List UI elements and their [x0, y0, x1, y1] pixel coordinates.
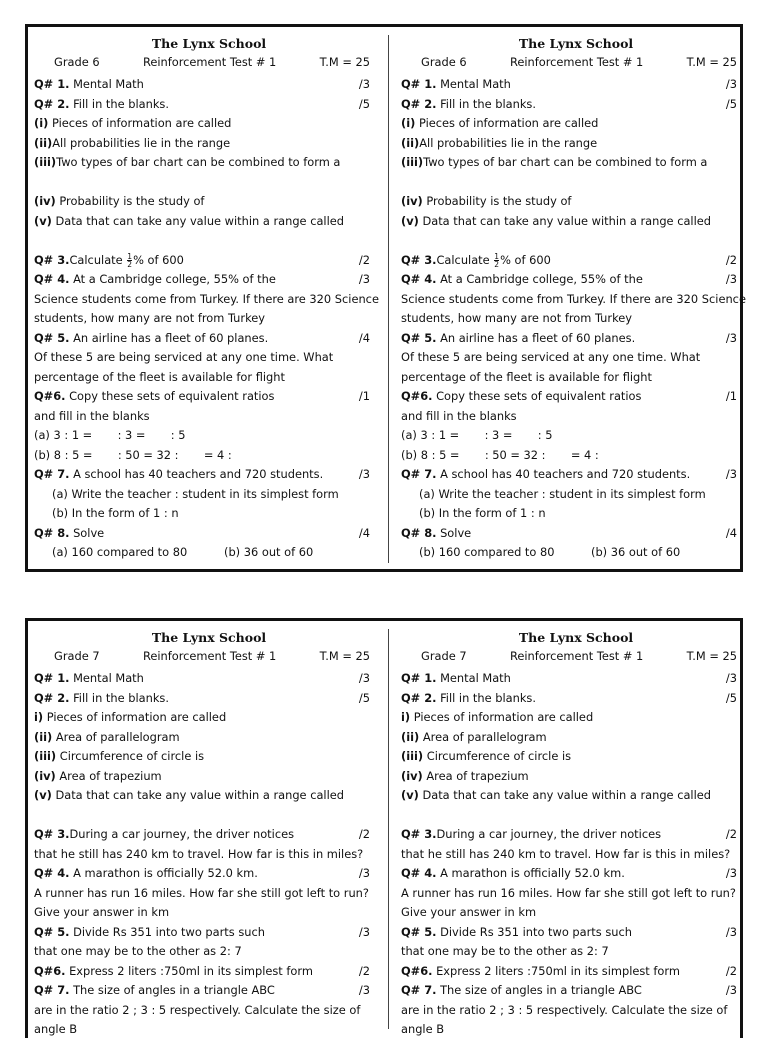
question-7-line-3: angle B — [401, 1022, 445, 1036]
grade-label: Grade 6 — [54, 55, 100, 69]
question-6: Q#6. Copy these sets of equivalent ratios /1 — [34, 387, 384, 407]
marks: /3 — [358, 467, 370, 481]
blank-5: (v) Data that can take any value within a range called — [34, 213, 345, 228]
question-6: Q#6. Copy these sets of equivalent ratios /1 — [401, 387, 751, 407]
total-marks: T.M = 25 — [319, 55, 370, 69]
blank-1: i) Pieces of information are called — [34, 710, 227, 724]
blank-4: (iv) Probability is the study of — [34, 194, 205, 208]
grade-label: Grade 7 — [421, 649, 467, 663]
blank-2: (ii) Area of parallelogram — [34, 729, 180, 744]
question-7-part-b: (b) In the form of 1 : n — [52, 506, 179, 520]
blank-2: (ii) Area of parallelogram — [401, 729, 547, 744]
marks: /2 — [358, 827, 370, 841]
question-5-line-2: that one may be to the other as 2: 7 — [34, 944, 242, 958]
question-7: Q# 7. A school has 40 teachers and 720 students. /3 — [401, 465, 751, 485]
fraction-half: $\frac{1}{2}$ — [127, 251, 133, 269]
question-7-line-2: are in the ratio 2 ; 3 : 5 respectively. Calculate the size of — [401, 1002, 728, 1017]
question-7-part-a: (a) Write the teacher : student in its simplest form — [52, 486, 339, 501]
marks: /3 — [725, 983, 737, 997]
marks: /5 — [725, 690, 737, 705]
question-3: Q# 3.During a car journey, the driver notices /2 — [34, 825, 384, 845]
fraction-half: $\frac{1}{2}$ — [494, 251, 500, 269]
test-label: Reinforcement Test # 1 — [509, 649, 644, 663]
blank-3: (iii) Circumference of circle is — [34, 749, 205, 763]
question-4-line-2: Science students come from Turkey. If there are 320 Science — [34, 291, 379, 306]
ratio-a: (a) 3 : 1 = : 3 = : 5 — [401, 428, 553, 442]
question-3: Q# 3.Calculate $\frac{1}{2}$ % of 600 /2 — [34, 251, 384, 271]
marks: /1 — [358, 389, 370, 403]
question-4-line-2: Science students come from Turkey. If there are 320 Science — [401, 291, 746, 306]
question-5-line-3: percentage of the fleet is available for flight — [34, 369, 285, 384]
marks: /5 — [358, 690, 370, 705]
blank-3: (iii)Two types of bar chart can be combined to form a — [401, 155, 708, 169]
blank-5: (v) Data that can take any value within a range called — [401, 788, 712, 802]
total-marks: T.M = 25 — [686, 649, 737, 663]
blank-4: (iv) Probability is the study of — [401, 194, 572, 208]
question-5-line-2: Of these 5 are being serviced at any one time. What — [34, 350, 334, 364]
question-1: Q# 1. Mental Math /3 — [401, 75, 751, 95]
question-2: Q# 2. Fill in the blanks. /5 — [34, 689, 384, 709]
marks: /3 — [358, 272, 370, 286]
blank-3: (iii)Two types of bar chart can be combined to form a — [34, 155, 341, 169]
school-title: The Lynx School — [518, 36, 634, 51]
question-4-line-3: Give your answer in km — [401, 905, 537, 919]
marks: /5 — [725, 96, 737, 111]
marks: /4 — [358, 330, 370, 345]
question-4-line-3: students, how many are not from Turkey — [34, 311, 266, 325]
marks: /3 — [725, 330, 737, 345]
question-7: Q# 7. The size of angles in a triangle ABC /3 — [401, 981, 751, 1001]
blank-1: (i) Pieces of information are called — [401, 116, 599, 130]
marks: /3 — [725, 467, 737, 481]
question-6: Q#6. Express 2 liters :750ml in its simplest form /2 — [401, 962, 751, 982]
test-header — [34, 647, 384, 665]
question-5: Q# 5. An airline has a fleet of 60 planes. /3 — [401, 329, 751, 349]
grade7-right-copy — [401, 629, 751, 1040]
question-4: Q# 4. A marathon is officially 52.0 km. /3 — [34, 864, 384, 884]
school-title: The Lynx School — [151, 36, 267, 51]
grade-label: Grade 7 — [54, 649, 100, 663]
grade6-left-copy — [34, 35, 384, 563]
question-7-line-3: angle B — [34, 1022, 78, 1036]
marks: /3 — [358, 671, 370, 685]
question-6: Q#6. Express 2 liters :750ml in its simplest form /2 — [34, 962, 384, 982]
marks: /3 — [358, 77, 370, 91]
grade6-test-card — [25, 24, 746, 572]
grade6-right-copy — [401, 35, 751, 563]
total-marks: T.M = 25 — [686, 55, 737, 69]
question-1: Q# 1. Mental Math /3 — [34, 75, 384, 95]
test-header — [401, 647, 751, 665]
marks: /3 — [358, 924, 370, 939]
question-5: Q# 5. An airline has a fleet of 60 planes. /4 — [34, 329, 384, 349]
blank-4: (iv) Area of trapezium — [401, 768, 529, 783]
question-8-parts: (b) 160 compared to 80 (b) 36 out of 60 — [419, 545, 681, 559]
marks: /1 — [725, 389, 737, 403]
question-7-part-a: (a) Write the teacher : student in its simplest form — [419, 486, 706, 501]
ratio-b: (b) 8 : 5 = : 50 = 32 : = 4 : — [401, 447, 599, 462]
marks: /3 — [358, 983, 370, 997]
column-divider — [388, 629, 389, 1029]
marks: /3 — [358, 866, 370, 880]
question-5: Q# 5. Divide Rs 351 into two parts such /3 — [401, 923, 751, 943]
marks: /3 — [725, 924, 737, 939]
question-7-part-b: (b) In the form of 1 : n — [419, 506, 546, 520]
question-4-line-3: students, how many are not from Turkey — [401, 311, 633, 325]
question-3-line-2: that he still has 240 km to travel. How far is this in miles? — [34, 846, 364, 861]
test-label: Reinforcement Test # 1 — [509, 55, 644, 69]
test-header — [401, 53, 751, 71]
grade7-left-copy — [34, 629, 384, 1040]
question-4-line-3: Give your answer in km — [34, 905, 170, 919]
question-1: Q# 1. Mental Math /3 — [34, 669, 384, 689]
question-2: Q# 2. Fill in the blanks. /5 — [401, 95, 751, 115]
total-marks: T.M = 25 — [319, 649, 370, 663]
blank-5: (v) Data that can take any value within a range called — [34, 788, 345, 802]
question-3: Q# 3.Calculate $\frac{1}{2}$ % of 600 /2 — [401, 251, 751, 271]
marks: /2 — [358, 963, 370, 978]
question-5-line-2: that one may be to the other as 2: 7 — [401, 944, 609, 958]
question-7: Q# 7. The size of angles in a triangle ABC /3 — [34, 981, 384, 1001]
marks: /2 — [358, 252, 370, 267]
grade-label: Grade 6 — [421, 55, 467, 69]
question-4: Q# 4. At a Cambridge college, 55% of the /3 — [34, 270, 384, 290]
question-2: Q# 2. Fill in the blanks. /5 — [34, 95, 384, 115]
question-6-line-2: and fill in the blanks — [34, 408, 150, 423]
marks: /2 — [725, 963, 737, 978]
ratio-b: (b) 8 : 5 = : 50 = 32 : = 4 : — [34, 447, 232, 462]
marks: /3 — [725, 671, 737, 685]
question-5: Q# 5. Divide Rs 351 into two parts such /3 — [34, 923, 384, 943]
test-header — [34, 53, 384, 71]
blank-1: (i) Pieces of information are called — [34, 116, 232, 130]
grade7-test-card — [25, 618, 743, 1038]
test-label: Reinforcement Test # 1 — [142, 55, 277, 69]
marks: /3 — [725, 77, 737, 91]
question-5-line-2: Of these 5 are being serviced at any one time. What — [401, 350, 701, 364]
ratio-a: (a) 3 : 1 = : 3 = : 5 — [34, 428, 186, 442]
question-2: Q# 2. Fill in the blanks. /5 — [401, 689, 751, 709]
question-5-line-3: percentage of the fleet is available for flight — [401, 369, 652, 384]
marks: /2 — [725, 827, 737, 841]
marks: /4 — [725, 525, 737, 540]
question-8: Q# 8. Solve /4 — [34, 524, 384, 544]
question-4: Q# 4. A marathon is officially 52.0 km. /3 — [401, 864, 751, 884]
marks: /3 — [725, 866, 737, 880]
test-label: Reinforcement Test # 1 — [142, 649, 277, 663]
question-3-line-2: that he still has 240 km to travel. How far is this in miles? — [401, 846, 731, 861]
question-7-line-2: are in the ratio 2 ; 3 : 5 respectively. Calculate the size of — [34, 1002, 361, 1017]
blank-1: i) Pieces of information are called — [401, 710, 594, 724]
question-4-line-2: A runner has run 16 miles. How far she still got left to run? — [401, 885, 736, 900]
marks: /4 — [358, 525, 370, 540]
blank-4: (iv) Area of trapezium — [34, 768, 162, 783]
marks: /2 — [725, 252, 737, 267]
question-3: Q# 3.During a car journey, the driver notices /2 — [401, 825, 751, 845]
question-8-parts: (a) 160 compared to 80 (b) 36 out of 60 — [52, 545, 314, 559]
blank-2: (ii)All probabilities lie in the range — [34, 135, 231, 150]
question-8: Q# 8. Solve /4 — [401, 524, 751, 544]
question-4: Q# 4. At a Cambridge college, 55% of the /3 — [401, 270, 751, 290]
question-6-line-2: and fill in the blanks — [401, 408, 517, 423]
question-4-line-2: A runner has run 16 miles. How far she still got left to run? — [34, 885, 369, 900]
school-title: The Lynx School — [151, 630, 267, 645]
marks: /3 — [725, 272, 737, 286]
marks: /5 — [358, 96, 370, 111]
blank-2: (ii)All probabilities lie in the range — [401, 135, 598, 150]
school-title: The Lynx School — [518, 630, 634, 645]
blank-3: (iii) Circumference of circle is — [401, 749, 572, 763]
blank-5: (v) Data that can take any value within a range called — [401, 213, 712, 228]
question-7: Q# 7. A school has 40 teachers and 720 students. /3 — [34, 465, 384, 485]
column-divider — [388, 35, 389, 563]
question-1: Q# 1. Mental Math /3 — [401, 669, 751, 689]
